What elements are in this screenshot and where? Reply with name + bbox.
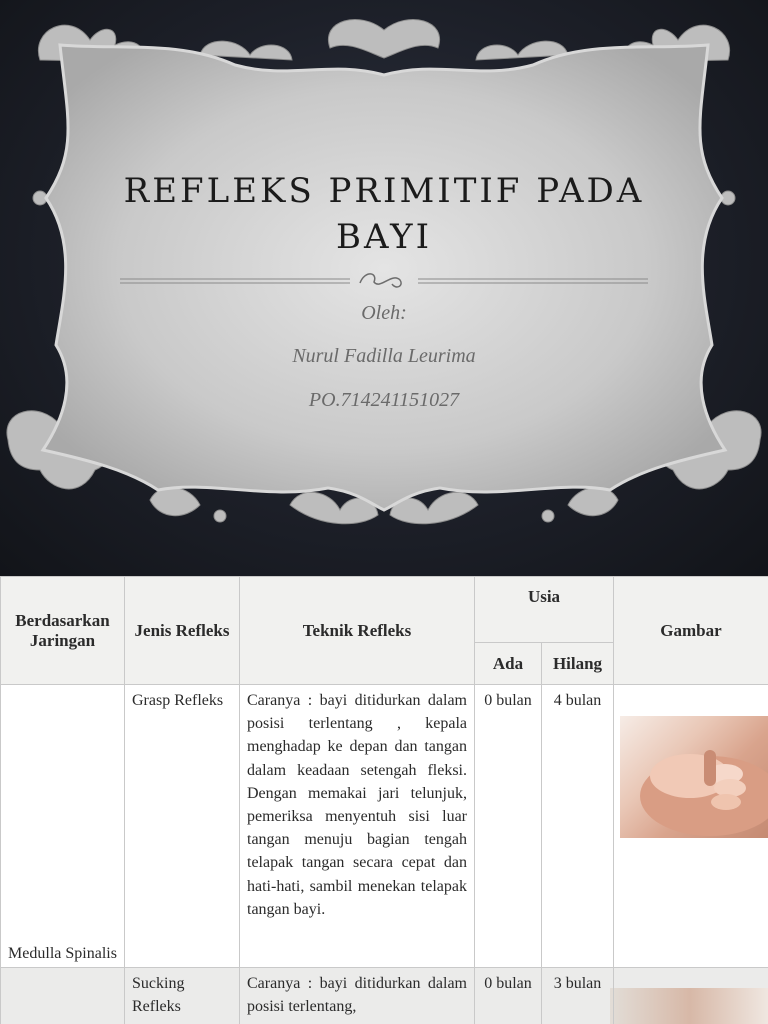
- jaringan-label: [1, 968, 124, 976]
- reflex-table: [0, 576, 768, 1024]
- cell-jenis: [125, 968, 240, 1024]
- cell-teknik: [240, 685, 475, 968]
- author-name: Nurul Fadilla Leurima: [292, 345, 476, 367]
- slide-title: REFLEKS PRIMITIF PADA BAYI: [123, 171, 645, 257]
- baby-hand-grasp-photo: [620, 716, 768, 838]
- cell-jaringan: [1, 685, 125, 968]
- cell-teknik: [240, 968, 475, 1024]
- header-berdasarkan-jaringan: Berdasarkan Jaringan: [1, 577, 125, 685]
- ada-value: 0 bulan: [484, 692, 532, 709]
- hilang-value: 3 bulan: [553, 975, 602, 992]
- cell-jaringan: [1, 968, 125, 1024]
- hilang-value: 4 bulan: [553, 692, 602, 709]
- reflex-table-slide: [0, 576, 768, 1024]
- jenis-label: Grasp Refleks: [132, 692, 224, 709]
- ada-value: 0 bulan: [484, 975, 532, 992]
- student-id: PO.714241151027: [308, 389, 460, 411]
- table-row: [1, 968, 768, 1024]
- cell-jenis: [125, 685, 240, 968]
- header-ada: Ada: [475, 643, 542, 685]
- header-hilang: Hilang: [542, 643, 614, 685]
- cell-gambar: [614, 968, 768, 1024]
- teknik-text: Caranya : bayi ditidurkan dalam posisi terlentang,: [247, 975, 467, 1016]
- cell-ada: [475, 968, 542, 1024]
- cell-hilang: [542, 685, 614, 968]
- table-row: [1, 685, 768, 968]
- header-jenis-refleks: Jenis Refleks: [125, 577, 240, 685]
- jenis-label: Sucking Refleks: [132, 975, 185, 1015]
- baby-sucking-photo: [610, 988, 768, 1024]
- jaringan-label: Medulla Spinalis: [8, 945, 117, 962]
- cell-ada: [475, 685, 542, 968]
- teknik-text: Caranya : bayi ditidurkan dalam posisi terlentang , kepala menghadap ke depan dan tangan dalam keadaan setengah fleksi. Dengan memakai jari telunjuk, pemeriksa menyentuh sisi luar tangan menuju bagian tengah telapak tangan secara cepat dan hati-hati, sambil menekan telapak tangan bayi.: [247, 692, 467, 918]
- header-usia: Usia: [475, 577, 614, 643]
- cell-hilang: [542, 968, 614, 1024]
- author-prefix: Oleh:: [361, 302, 407, 324]
- cell-gambar: [614, 685, 768, 968]
- header-gambar: Gambar: [614, 577, 768, 685]
- header-teknik-refleks: Teknik Refleks: [240, 577, 475, 685]
